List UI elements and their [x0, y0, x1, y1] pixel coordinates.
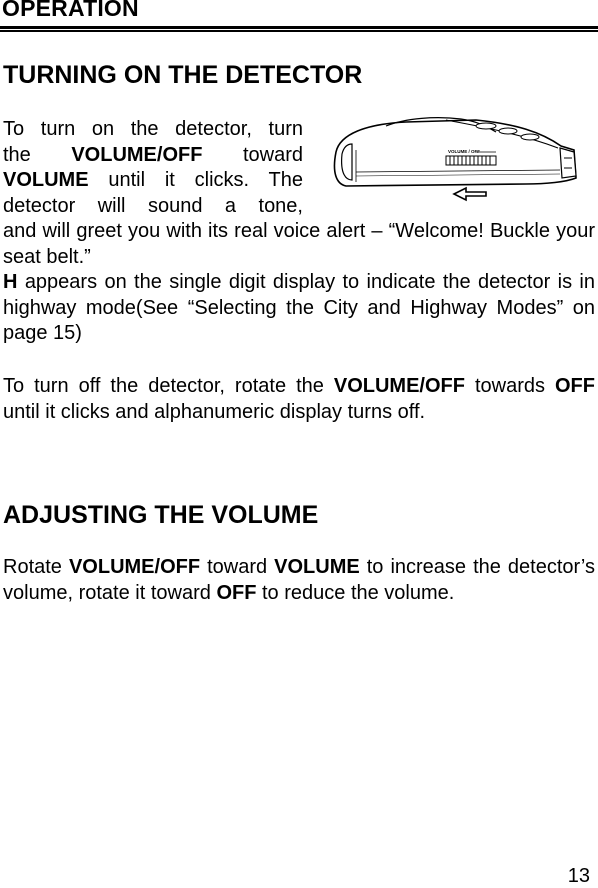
intro-bold: VOLUME/OFF — [71, 143, 203, 166]
volume-bold: OFF — [216, 581, 257, 604]
intro-line-1 — [3, 117, 303, 143]
turn-off-text: To turn off the detector, rotate the — [3, 375, 334, 397]
intro-text: detector will sound a tone, — [3, 194, 303, 217]
intro-continued: and will greet you with its real voice alert – “Welcome! Buckle your seat belt.” — [3, 220, 595, 268]
intro-text: until it clicks. The — [88, 169, 303, 191]
section-title-adjusting-volume: ADJUSTING THE VOLUME — [3, 501, 319, 529]
detector-illustration — [326, 112, 582, 210]
intro-line-3 — [3, 168, 303, 194]
volume-text: to reduce the volume. — [256, 581, 455, 604]
volume-bold: VOLUME — [274, 556, 360, 578]
turn-off-text: towards — [464, 375, 555, 397]
knob-label: VOLUME / OFF — [448, 149, 480, 154]
volume-text: Rotate — [3, 556, 69, 578]
turn-off-bold: OFF — [555, 375, 595, 397]
detector-side-view-icon — [326, 112, 582, 210]
section-title-turning-on: TURNING ON THE DETECTOR — [3, 61, 363, 89]
highway-letter: H — [3, 271, 18, 293]
highway-text: appears on the single digit display to indicate the detector is in highway mode(See “Selecting the City and Highway Modes” on page 15) — [3, 271, 595, 344]
volume-text: to increase the detector’s volume, rotate it toward — [3, 556, 595, 604]
volume-bold: VOLUME/OFF — [68, 556, 201, 578]
header-rule — [0, 26, 598, 32]
intro-paragraph — [3, 117, 303, 219]
intro-line-2 — [3, 143, 303, 169]
intro-line-4 — [3, 194, 303, 220]
header-title: OPERATION — [2, 0, 139, 21]
volume-text: toward — [200, 556, 275, 578]
turn-off-text: until it clicks and alphanumeric display turns off. — [3, 400, 426, 423]
turn-off-paragraph — [3, 374, 595, 425]
arrow-left-icon — [454, 188, 486, 200]
turn-off-bold: VOLUME/OFF — [333, 375, 465, 397]
intro-bold: VOLUME — [3, 169, 89, 191]
intro-text: the — [3, 143, 72, 166]
intro-text: To turn on the detector, turn — [3, 118, 303, 140]
intro-text: toward — [202, 143, 303, 166]
highway-paragraph — [3, 270, 595, 347]
volume-paragraph — [3, 555, 595, 606]
page-number: 13 — [567, 865, 590, 887]
